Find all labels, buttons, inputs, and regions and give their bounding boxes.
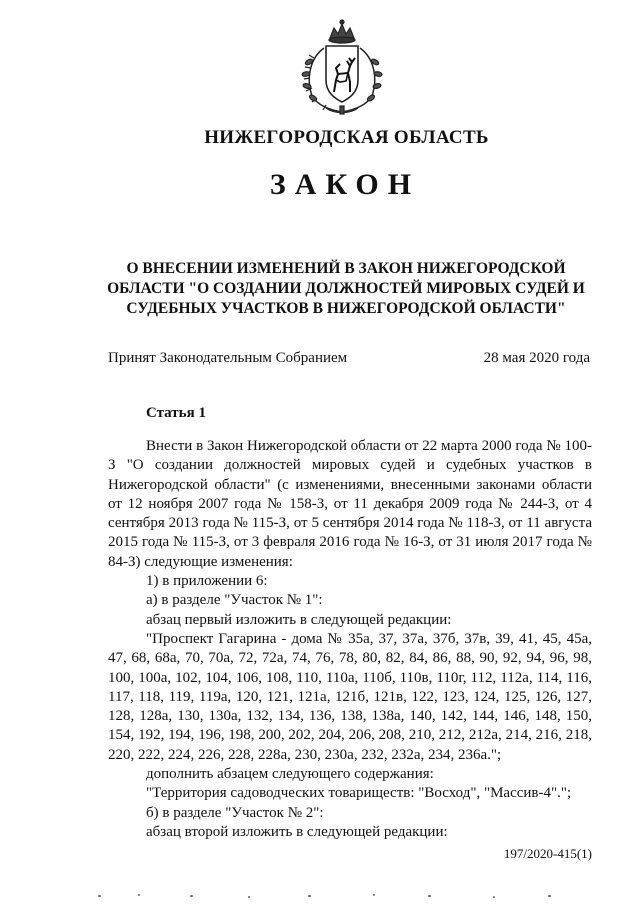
article-intro: Внести в Закон Нижегородской области от 22 марта 2000 года № 100-З "О создании должностей мировых судей и судебных участков в Нижегородской области" (с изменениями, внесенными законами области от 12 ноября 2007 года № 158-З, от 11 декабря 2009 года № 244-З, от 4 сентября 2013 года № 115-З, от 5 сентября 2014 года № 118-З, от 11 августа 2015 года № 115-З, от 3 февраля 2016 года № 16-З, от 31 июля 2017 года № 84-З) следующие изменения: (108, 438, 592, 570)
article-body (108, 437, 592, 842)
subtitle-line: СУДЕБНЫХ УЧАСТКОВ В НИЖЕГОРОДСКОЙ ОБЛАСТИ" (126, 300, 566, 317)
amendment-add-paragraph: дополнить абзацем следующего содержания: (146, 766, 434, 783)
amendment-item-1: 1) в приложении 6: (146, 573, 268, 590)
law-title: ЗАКОН (269, 168, 421, 201)
address-list: "Проспект Гагарина - дома № 35а, 37, 37а, 37б, 37в, 39, 41, 45, 45а, 47, 68, 68а, 70, 70а, 72, 72а, 74, 76, 78, 80, 82, 84, 86, 88, 90, 92, 94, 96, 98, 100, 100а, 102, 104, 106, 108, 110, 110а, 110б, 110в, 110г, 112, 112а, 114, 116, 117, 118, 119, 119а, 120, 121, 121а, 121б, 121в, 122, 123, 124, 125, 126, 127, 128, 128а, 130, 130а, 132, 134, 136, 138, 138а, 140, 142, 144, 146, 148, 150, 154, 192, 194, 196, 198, 200, 202, 204, 206, 208, 210, 212, 212а, 214, 216, 218, 220, 222, 224, 226, 228, 228а, 230, 230а, 232, 232а, 234, 236а."; (108, 630, 592, 763)
subtitle-line: ОБЛАСТИ "О СОЗДАНИИ ДОЛЖНОСТЕЙ МИРОВЫХ СУДЕЙ И (107, 280, 585, 297)
coat-of-arms-icon (296, 18, 388, 116)
document-number: 197/2020-415(1) (503, 846, 592, 861)
law-subtitle (100, 259, 592, 319)
article-heading: Статья 1 (146, 405, 206, 421)
subtitle-line: О ВНЕСЕНИИ ИЗМЕНЕНИЙ В ЗАКОН НИЖЕГОРОДСКОЙ (126, 260, 566, 277)
adoption-date: 28 мая 2020 года (483, 350, 590, 366)
adoption-label: Принят Законодательным Собранием (108, 350, 348, 366)
territory-text: "Территория садоводческих товариществ: "Восход", "Массив-4"."; (146, 785, 572, 802)
amendment-instruction-2: абзац второй изложить в следующей редакции: (146, 823, 448, 840)
amendment-item-1b: б) в разделе "Участок № 2": (146, 804, 324, 821)
amendment-item-1a: а) в разделе "Участок № 1": (146, 592, 323, 609)
amendment-instruction: абзац первый изложить в следующей редакции: (146, 611, 452, 628)
scan-artifact (98, 894, 578, 898)
region-title: НИЖЕГОРОДСКАЯ ОБЛАСТЬ (204, 127, 489, 148)
